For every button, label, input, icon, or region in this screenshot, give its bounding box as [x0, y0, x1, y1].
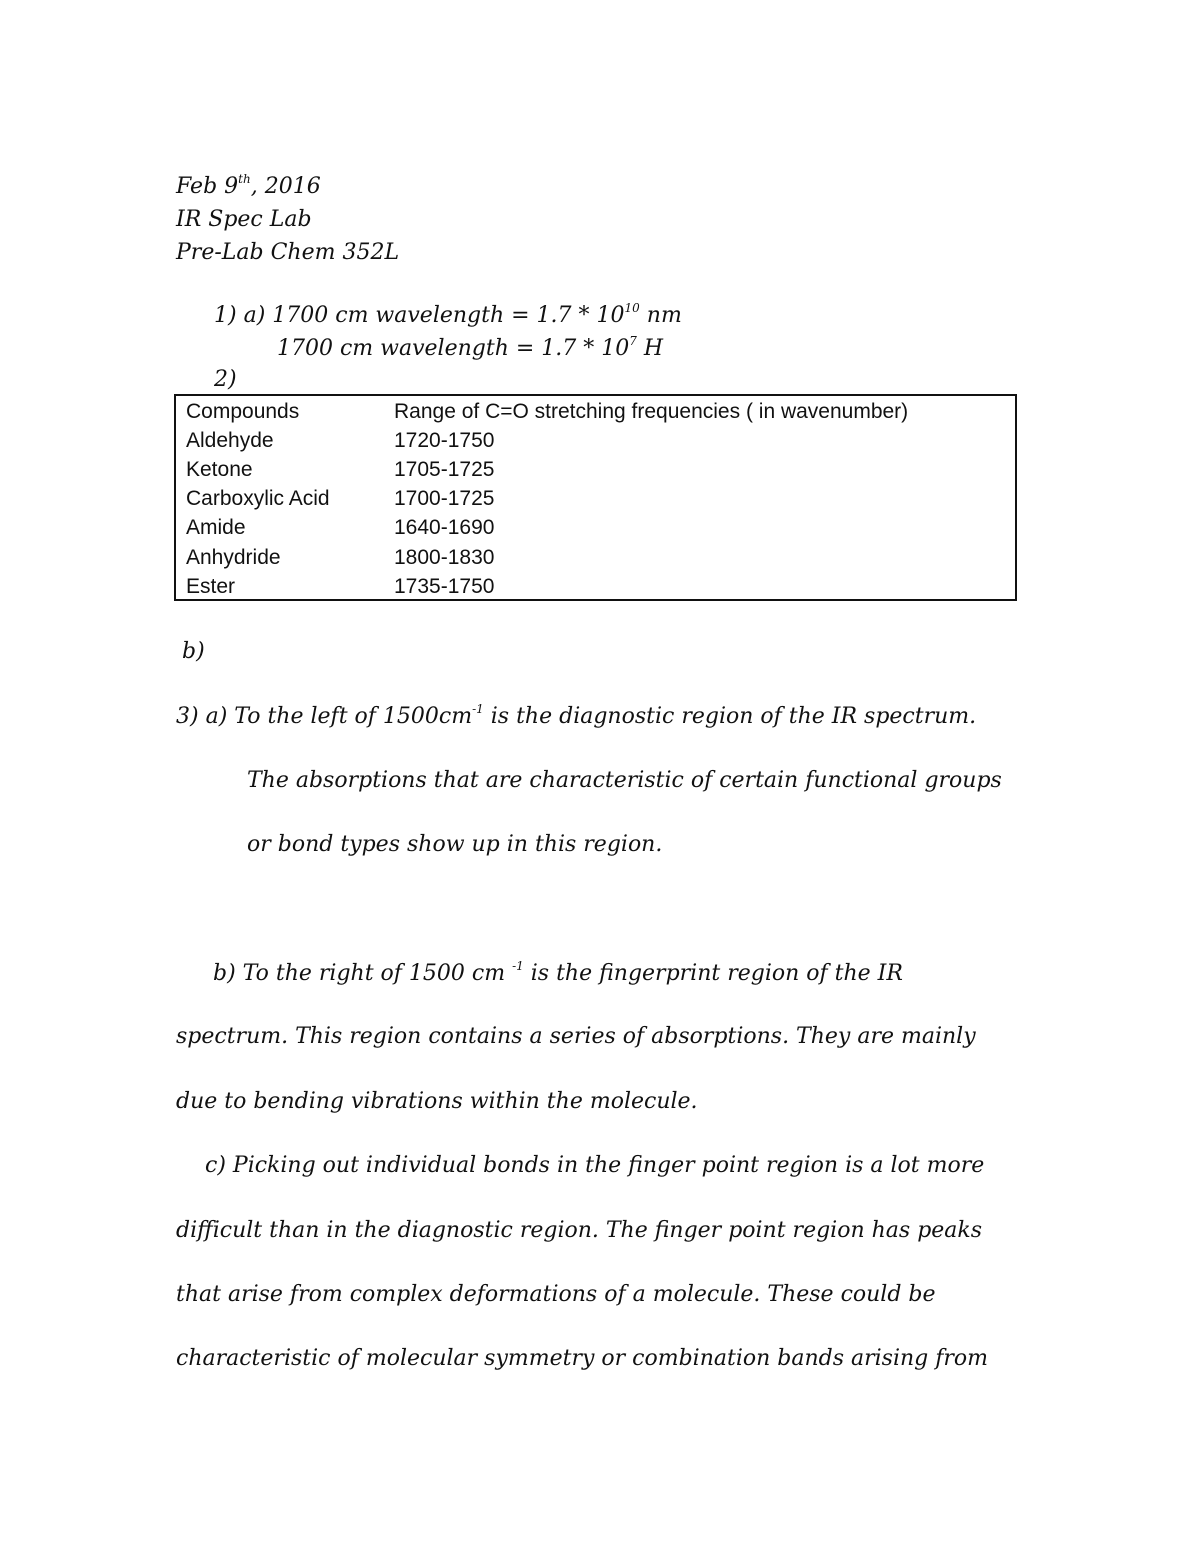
q1-line2-text: 1700 cm wavelength = 1.7 * 10 — [277, 336, 630, 361]
q3-b-text: b) To the right of 1500 cm — [213, 961, 513, 986]
range-cell: 1800-1830 — [394, 546, 495, 569]
compound-cell: Amide — [186, 516, 246, 539]
q1-line1 — [214, 301, 682, 328]
compound-cell: Anhydride — [186, 546, 281, 569]
lab-title: IR Spec Lab — [176, 207, 312, 232]
date-suffix: , 2016 — [250, 174, 321, 199]
q3-a-line2: The absorptions that are characteristic of certain functional groups — [247, 768, 1002, 793]
q3-c-line3: that arise from complex deformations of a molecule. These could be — [176, 1282, 936, 1307]
q1-line2-unit: H — [636, 336, 664, 361]
header-compounds: Compounds — [186, 400, 300, 423]
date-line — [176, 172, 321, 199]
q1-line1-unit: nm — [639, 303, 682, 328]
q2-b-label: b) — [182, 639, 205, 664]
q3-a-line1 — [176, 702, 977, 729]
range-cell: 1700-1725 — [394, 487, 495, 510]
q1-line2 — [277, 334, 664, 361]
compound-cell: Aldehyde — [186, 429, 274, 452]
q2-label: 2) — [214, 367, 237, 392]
q3-b-text-rest: is the fingerprint region of the IR — [523, 961, 903, 986]
compound-cell: Ester — [186, 575, 236, 598]
q3-c-line1: c) Picking out individual bonds in the finger point region is a lot more — [205, 1153, 985, 1178]
q3-b-line1 — [213, 959, 903, 986]
q3-b-line2: spectrum. This region contains a series of absorptions. They are mainly — [176, 1024, 976, 1049]
q3-a-exponent: -1 — [472, 702, 484, 716]
frequency-table — [174, 394, 1017, 601]
q1-line1-text: 1) a) 1700 cm wavelength = 1.7 * 10 — [214, 303, 625, 328]
q3-b-line3: due to bending vibrations within the molecule. — [176, 1089, 698, 1114]
q3-c-line4: characteristic of molecular symmetry or combination bands arising from — [176, 1346, 989, 1371]
q3-b-exponent: -1 — [512, 959, 524, 973]
range-cell: 1705-1725 — [394, 458, 495, 481]
q1-line1-exponent: 10 — [624, 301, 640, 315]
header-range: Range of C=O stretching frequencies ( in wavenumber) — [394, 400, 909, 423]
compound-cell: Carboxylic Acid — [186, 487, 330, 510]
compound-cell: Ketone — [186, 458, 253, 481]
q3-a-text-rest: is the diagnostic region of the IR spectrum. — [483, 704, 977, 729]
range-cell: 1640-1690 — [394, 516, 495, 539]
q3-a-text: 3) a) To the left of 1500cm — [176, 704, 473, 729]
q3-a-line3: or bond types show up in this region. — [247, 832, 663, 857]
range-cell: 1735-1750 — [394, 575, 495, 598]
q3-c-line2: difficult than in the diagnostic region. The finger point region has peaks — [176, 1218, 983, 1243]
q1-line2-exponent: 7 — [629, 334, 637, 348]
course-title: Pre-Lab Chem 352L — [176, 240, 400, 265]
range-cell: 1720-1750 — [394, 429, 495, 452]
date-prefix: Feb 9 — [176, 174, 239, 199]
date-superscript: th — [238, 172, 251, 186]
